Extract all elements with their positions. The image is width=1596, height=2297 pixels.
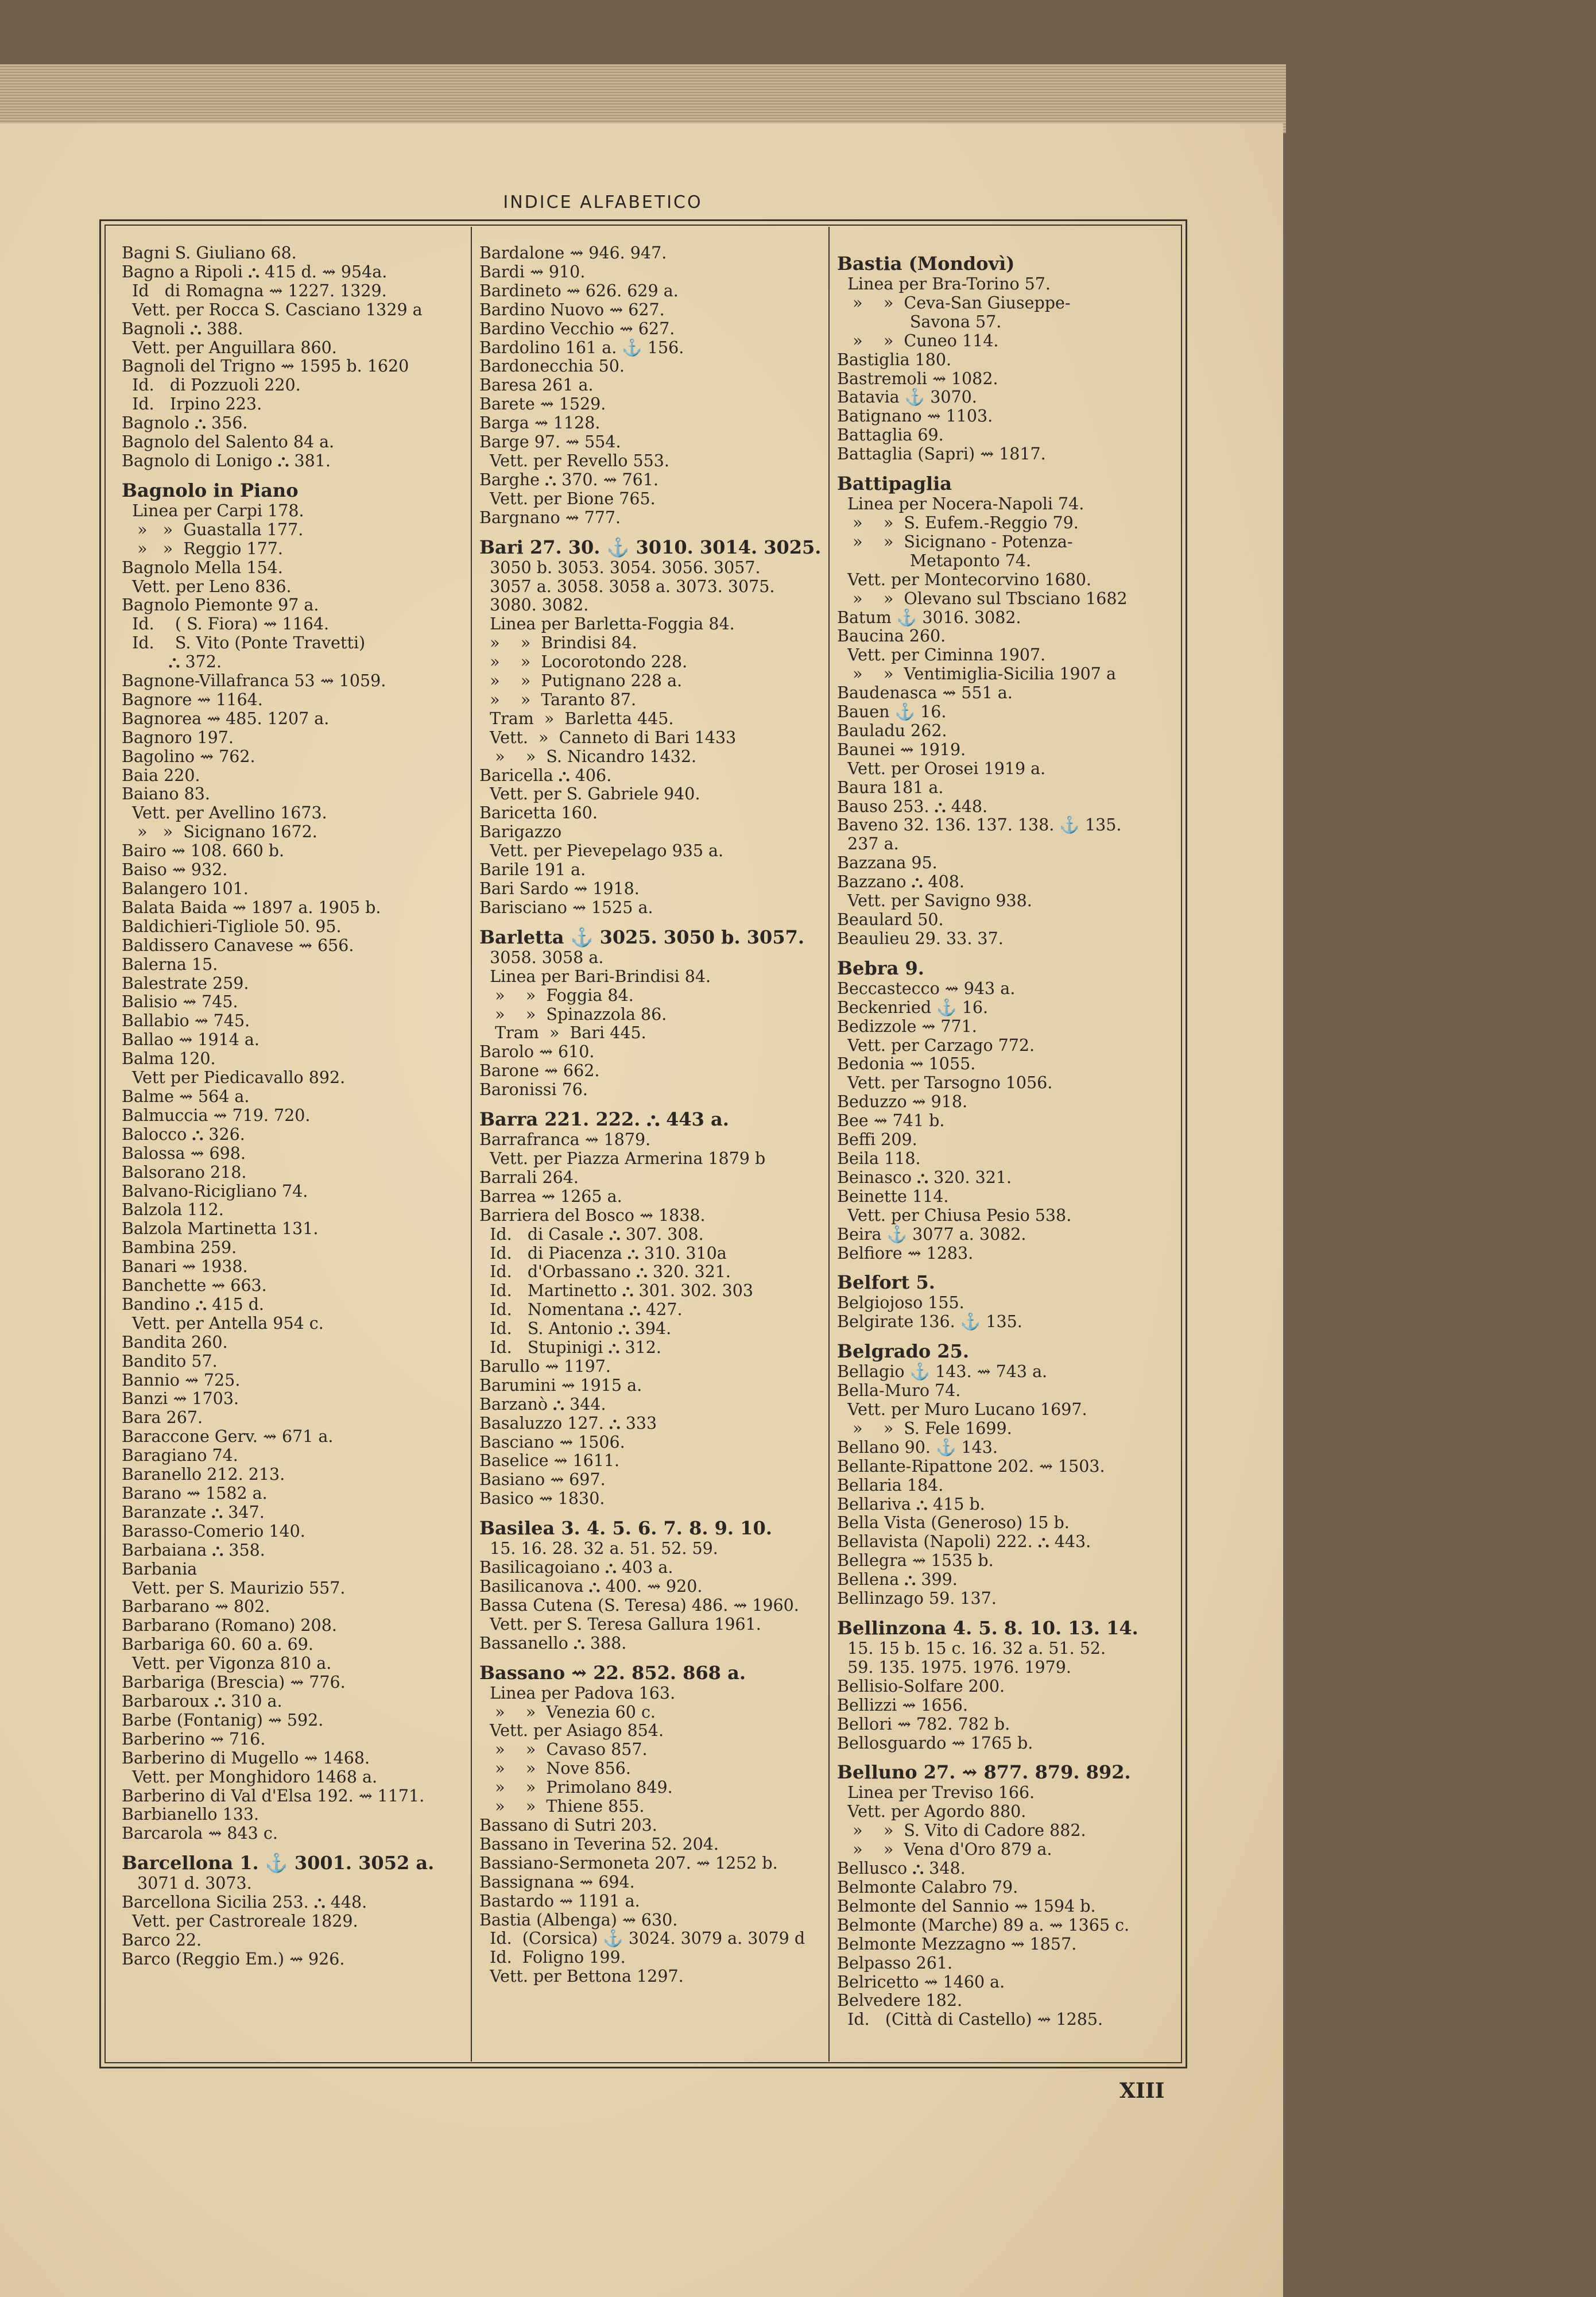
index-entry: Bauso 253. ⛬ 448. xyxy=(837,796,988,816)
index-entry: Bedonia ⇝ 1055. xyxy=(837,1054,976,1074)
index-entry: Bellusco ⛬ 348. xyxy=(837,1859,966,1878)
index-entry: Vett. per Agordo 880. xyxy=(837,1802,1026,1822)
index-entry: » » Foggia 84. xyxy=(479,985,634,1005)
index-entry: Bandita 260. xyxy=(122,1332,228,1352)
page-stack-edges xyxy=(0,64,1286,133)
index-entry: Balerna 15. xyxy=(122,954,218,974)
index-entry: Vett. per Bettona 1297. xyxy=(479,1967,684,1986)
index-entry: » » Brindisi 84. xyxy=(479,633,637,653)
index-column-2 xyxy=(479,244,824,2053)
index-entry: Baunei ⇝ 1919. xyxy=(837,740,966,759)
index-entry: Barbianello 133. xyxy=(122,1805,259,1824)
index-entry: Vett. per Leno 836. xyxy=(122,577,292,596)
index-entry: Barberino di Val d'Elsa 192. ⇝ 1171. xyxy=(122,1786,425,1805)
index-entry: Basilicanova ⛬ 400. ⇝ 920. xyxy=(479,1577,703,1596)
index-entry: Barrali 264. xyxy=(479,1167,579,1187)
index-entry: Linea per Barletta-Foggia 84. xyxy=(479,614,735,634)
index-entry: Vett. per Muro Lucano 1697. xyxy=(837,1400,1087,1420)
index-entry: Id. di Piacenza ⛬ 310. 310a xyxy=(479,1243,727,1263)
index-entry: Bellinzago 59. 137. xyxy=(837,1589,997,1608)
index-entry: Bastremoli ⇝ 1082. xyxy=(837,369,998,388)
index-entry: Bagolino ⇝ 762. xyxy=(122,747,255,766)
index-entry: Id. Stupinigi ⛬ 312. xyxy=(479,1338,661,1358)
index-entry: Vett. » Canneto di Bari 1433 xyxy=(479,728,737,747)
index-entry: Banzi ⇝ 1703. xyxy=(122,1389,239,1409)
index-entry: Barigazzo xyxy=(479,822,562,842)
index-entry: Beira ⚓ 3077 a. 3082. xyxy=(837,1224,1026,1244)
index-entry: Vett. per Castroreale 1829. xyxy=(122,1912,358,1931)
index-entry: Bassanello ⛬ 388. xyxy=(479,1633,627,1653)
index-entry: Barberino di Mugello ⇝ 1468. xyxy=(122,1748,370,1768)
index-entry: Bairo ⇝ 108. 660 b. xyxy=(122,841,285,861)
index-entry: Basciano ⇝ 1506. xyxy=(479,1432,625,1452)
index-entry: » » Olevano sul Tbsciano 1682 xyxy=(837,589,1128,608)
index-entry: Belmonte Mezzagno ⇝ 1857. xyxy=(837,1934,1077,1954)
index-entry: Belmonte (Marche) 89 a. ⇝ 1365 c. xyxy=(837,1915,1130,1935)
index-entry: Baselice ⇝ 1611. xyxy=(479,1451,620,1471)
index-entry: Vett per Piedicavallo 892. xyxy=(122,1068,346,1088)
index-entry: Baiso ⇝ 932. xyxy=(122,860,228,880)
index-heading: Bebra 9. xyxy=(837,957,924,979)
index-entry: Basiano ⇝ 697. xyxy=(479,1470,606,1490)
index-entry: Basilicagoiano ⛬ 403 a. xyxy=(479,1558,673,1577)
index-entry: Balzola 112. xyxy=(122,1200,224,1220)
index-entry: Vett. per Ciminna 1907. xyxy=(837,645,1046,665)
index-entry: Bardalone ⇝ 946. 947. xyxy=(479,243,667,262)
index-entry: Vett. per Vigonza 810 a. xyxy=(122,1654,332,1673)
index-entry: » » S. Fele 1699. xyxy=(837,1418,1012,1438)
index-entry: Bara 267. xyxy=(122,1408,203,1428)
index-entry: Beduzzo ⇝ 918. xyxy=(837,1092,968,1112)
index-entry: Beila 118. xyxy=(837,1148,921,1168)
index-entry: » » Thiene 855. xyxy=(479,1797,645,1816)
index-entry: Bagnolo Piemonte 97 a. xyxy=(122,595,319,615)
index-entry: Bagnolo del Salento 84 a. xyxy=(122,432,335,452)
index-entry: » » Sicignano 1672. xyxy=(122,822,317,842)
index-entry: Bellavista (Napoli) 222. ⛬ 443. xyxy=(837,1532,1091,1552)
index-entry: Bagnolo Mella 154. xyxy=(122,558,283,577)
index-entry: Bellizzi ⇝ 1656. xyxy=(837,1695,968,1715)
index-heading: Bassano ⇝ 22. 852. 868 a. xyxy=(479,1661,746,1684)
column-divider xyxy=(828,227,830,2062)
index-entry: Balsorano 218. xyxy=(122,1162,247,1182)
index-entry: Bandino ⛬ 415 d. xyxy=(122,1294,264,1314)
index-entry: Bastiglia 180. xyxy=(837,350,952,369)
index-entry: Id. di Casale ⛬ 307. 308. xyxy=(479,1224,704,1244)
index-entry: Balestrate 259. xyxy=(122,973,249,993)
index-entry: Bardolino 161 a. ⚓ 156. xyxy=(479,338,684,357)
index-entry: Battaglia 69. xyxy=(837,426,944,445)
index-entry: 3050 b. 3053. 3054. 3056. 3057. xyxy=(479,558,761,577)
index-heading: Bastia (Mondovì) xyxy=(837,253,1015,274)
index-entry: » » S. Vito di Cadore 882. xyxy=(837,1821,1086,1840)
index-entry: Id. d'Orbassano ⛬ 320. 321. xyxy=(479,1262,731,1282)
index-entry: Id. S. Antonio ⛬ 394. xyxy=(479,1319,672,1339)
index-entry: 3080. 3082. xyxy=(479,595,589,615)
index-entry: Barbariga (Brescia) ⇝ 776. xyxy=(122,1673,346,1692)
index-entry: Bardi ⇝ 910. xyxy=(479,262,586,281)
index-entry: Bardineto ⇝ 626. 629 a. xyxy=(479,281,679,300)
index-entry: Linea per Carpi 178. xyxy=(122,501,304,520)
page-number: XIII xyxy=(1119,2079,1165,2103)
index-entry: Bari Sardo ⇝ 1918. xyxy=(479,879,640,898)
index-entry: Balme ⇝ 564 a. xyxy=(122,1086,250,1106)
index-entry: » » Sicignano - Potenza- xyxy=(837,532,1073,551)
index-entry: Beccastecco ⇝ 943 a. xyxy=(837,979,1016,998)
index-entry: Id. (Città di Castello) ⇝ 1285. xyxy=(837,2010,1103,2029)
index-entry: Linea per Nocera-Napoli 74. xyxy=(837,494,1084,514)
index-entry: 237 a. xyxy=(837,834,899,854)
index-entry: Barbania xyxy=(122,1559,197,1579)
index-entry: Baura 181 a. xyxy=(837,778,944,797)
index-entry: Barcarola ⇝ 843 c. xyxy=(122,1824,278,1843)
index-entry: » » Primolano 849. xyxy=(479,1778,673,1797)
index-entry: Balata Baida ⇝ 1897 a. 1905 b. xyxy=(122,898,381,917)
index-entry: Bargnano ⇝ 777. xyxy=(479,508,621,527)
index-entry: Belricetto ⇝ 1460 a. xyxy=(837,1972,1005,1991)
index-entry: Barbarano (Romano) 208. xyxy=(122,1616,337,1635)
index-entry: Baronissi 76. xyxy=(479,1080,588,1100)
index-entry: Bardonecchia 50. xyxy=(479,357,625,376)
index-entry: Balossa ⇝ 698. xyxy=(122,1143,246,1163)
index-entry: Bee ⇝ 741 b. xyxy=(837,1111,945,1131)
index-entry: Barasso-Comerio 140. xyxy=(122,1521,305,1541)
index-entry: Id. S. Vito (Ponte Travetti) xyxy=(122,633,366,653)
index-entry: Barolo ⇝ 610. xyxy=(479,1042,595,1062)
index-entry: » » Venezia 60 c. xyxy=(479,1702,656,1722)
index-entry: Barzanò ⛬ 344. xyxy=(479,1394,606,1414)
index-entry: Barisciano ⇝ 1525 a. xyxy=(479,898,653,917)
index-entry: Vett. per Chiusa Pesio 538. xyxy=(837,1205,1072,1225)
index-entry: Barbe (Fontanig) ⇝ 592. xyxy=(122,1710,324,1730)
index-entry: Id. Nomentana ⛬ 427. xyxy=(479,1300,683,1320)
index-entry: Id. Martinetto ⛬ 301. 302. 303 xyxy=(479,1281,754,1301)
index-entry: Bella Vista (Generoso) 15 b. xyxy=(837,1513,1070,1533)
index-heading: Barra 221. 222. ⛬ 443 a. xyxy=(479,1108,729,1131)
index-entry: Bassano in Teverina 52. 204. xyxy=(479,1834,719,1854)
index-entry: Linea per Padova 163. xyxy=(479,1683,676,1703)
index-entry: Bagnolo di Lonigo ⛬ 381. xyxy=(122,451,331,470)
index-entry: Balvano-Ricigliano 74. xyxy=(122,1181,308,1201)
index-entry: Id. di Pozzuoli 220. xyxy=(122,376,301,395)
index-entry: Bazzano ⛬ 408. xyxy=(837,872,964,892)
index-entry: Batavia ⚓ 3070. xyxy=(837,388,977,407)
index-entry: Barge 97. ⇝ 554. xyxy=(479,432,621,452)
index-entry: Bassignana ⇝ 694. xyxy=(479,1872,635,1892)
index-entry: Bagnoro 197. xyxy=(122,728,234,747)
index-entry: Vett. per Anguillara 860. xyxy=(122,338,337,357)
index-entry: Banari ⇝ 1938. xyxy=(122,1257,248,1277)
index-entry: Banchette ⇝ 663. xyxy=(122,1276,267,1296)
index-entry: Barberino ⇝ 716. xyxy=(122,1729,266,1749)
index-entry: Vett. per Bione 765. xyxy=(479,489,656,508)
index-entry: Bassa Cutena (S. Teresa) 486. ⇝ 1960. xyxy=(479,1595,799,1615)
index-heading: Belluno 27. ⇝ 877. 879. 892. xyxy=(837,1761,1131,1784)
index-entry: Balma 120. xyxy=(122,1049,216,1069)
index-entry: Baia 220. xyxy=(122,765,200,785)
index-entry: Vett. per Asiago 854. xyxy=(479,1721,664,1741)
index-entry: Bassiano-Sermoneta 207. ⇝ 1252 b. xyxy=(479,1853,778,1873)
index-entry: Bellena ⛬ 399. xyxy=(837,1570,958,1590)
index-entry: Bannio ⇝ 725. xyxy=(122,1370,241,1390)
index-heading: Barcellona 1. ⚓ 3001. 3052 a. xyxy=(122,1852,435,1874)
index-entry: Linea per Bra-Torino 57. xyxy=(837,274,1051,293)
index-entry: Id. Irpino 223. xyxy=(122,395,262,414)
index-entry: Baragiano 74. xyxy=(122,1446,238,1465)
index-heading: Bari 27. 30. ⚓ 3010. 3014. 3025. xyxy=(479,536,822,558)
index-entry: Bellano 90. ⚓ 143. xyxy=(837,1437,998,1457)
index-entry: Baraccone Gerv. ⇝ 671 a. xyxy=(122,1427,334,1447)
index-entry: Belmonte Calabro 79. xyxy=(837,1877,1018,1897)
index-entry: Bagno a Ripoli ⛬ 415 d. ⇝ 954a. xyxy=(122,262,388,281)
index-heading: Bagnolo in Piano xyxy=(122,479,299,501)
index-entry: Beinette 114. xyxy=(837,1186,949,1206)
index-entry: Beaulieu 29. 33. 37. xyxy=(837,929,1004,948)
index-entry: Bazzana 95. xyxy=(837,853,938,873)
index-entry: » » Cuneo 114. xyxy=(837,331,999,350)
index-entry: » » Ventimiglia-Sicilia 1907 a xyxy=(837,664,1116,684)
index-entry: Bellagio ⚓ 143. ⇝ 743 a. xyxy=(837,1362,1048,1382)
index-entry: Bedizzole ⇝ 771. xyxy=(837,1016,977,1036)
index-entry: Barga ⇝ 1128. xyxy=(479,413,601,433)
index-entry: Belvedere 182. xyxy=(837,1991,963,2010)
index-entry: Savona 57. xyxy=(837,312,1002,331)
index-entry: » » Taranto 87. xyxy=(479,690,637,709)
index-heading: Belgrado 25. xyxy=(837,1340,970,1363)
index-entry: Batum ⚓ 3016. 3082. xyxy=(837,608,1021,627)
index-entry: Vett. per Monghidoro 1468 a. xyxy=(122,1767,378,1786)
index-entry: Barco (Reggio Em.) ⇝ 926. xyxy=(122,1949,345,1969)
index-entry: Baranello 212. 213. xyxy=(122,1465,285,1484)
index-entry: Barete ⇝ 1529. xyxy=(479,395,606,414)
index-column-1 xyxy=(122,244,466,2053)
index-entry: Id. Foligno 199. xyxy=(479,1948,626,1967)
index-entry: Barone ⇝ 662. xyxy=(479,1061,600,1081)
index-entry: Tram » Barletta 445. xyxy=(479,709,674,728)
index-entry: Id di Romagna ⇝ 1227. 1329. xyxy=(122,281,387,300)
index-entry: Baricella ⛬ 406. xyxy=(479,765,612,785)
index-entry: ⛬ 372. xyxy=(122,652,222,672)
index-entry: Battaglia (Sapri) ⇝ 1817. xyxy=(837,444,1046,464)
index-heading: Basilea 3. 4. 5. 6. 7. 8. 9. 10. xyxy=(479,1517,772,1540)
index-entry: » » S. Eufem.-Reggio 79. xyxy=(837,513,1079,532)
index-entry: Bastardo ⇝ 1191 a. xyxy=(479,1891,640,1911)
index-entry: Bandito 57. xyxy=(122,1351,218,1371)
index-entry: Bellisio-Solfare 200. xyxy=(837,1676,1005,1696)
index-entry: Belgirate 136. ⚓ 135. xyxy=(837,1312,1022,1332)
index-entry: 3057 a. 3058. 3058 a. 3073. 3075. xyxy=(479,577,775,596)
index-entry: 3071 d. 3073. xyxy=(122,1874,252,1893)
index-entry: Bauen ⚓ 16. xyxy=(837,702,947,722)
index-entry: » » Nove 856. xyxy=(479,1759,631,1778)
index-entry: Barbaiana ⛬ 358. xyxy=(122,1540,265,1560)
index-entry: Belfiore ⇝ 1283. xyxy=(837,1243,974,1263)
index-entry: Bambina 259. xyxy=(122,1238,237,1258)
index-entry: Barbaroux ⛬ 310 a. xyxy=(122,1691,282,1711)
index-entry: Bardino Vecchio ⇝ 627. xyxy=(479,319,675,338)
index-entry: Balisio ⇝ 745. xyxy=(122,992,238,1012)
index-entry: Vett. per S. Gabriele 940. xyxy=(479,784,700,804)
index-entry: Bassano di Sutri 203. xyxy=(479,1815,657,1835)
index-entry: Bellaria 184. xyxy=(837,1475,944,1495)
index-entry: Baudenasca ⇝ 551 a. xyxy=(837,683,1013,703)
index-entry: » » Cavaso 857. xyxy=(479,1740,648,1760)
index-entry: 59. 135. 1975. 1976. 1979. xyxy=(837,1657,1071,1677)
index-heading: Battipaglia xyxy=(837,473,952,495)
index-entry: Barcellona Sicilia 253. ⛬ 448. xyxy=(122,1893,367,1912)
index-entry: » » Vena d'Oro 879 a. xyxy=(837,1840,1052,1859)
index-entry: Belgiojoso 155. xyxy=(837,1293,964,1313)
index-entry: Bellosguardo ⇝ 1765 b. xyxy=(837,1733,1033,1753)
index-entry: Basaluzzo 127. ⛬ 333 xyxy=(479,1413,657,1433)
index-entry: Barano ⇝ 1582 a. xyxy=(122,1484,268,1503)
index-entry: Vett. per S. Teresa Gallura 1961. xyxy=(479,1614,761,1634)
index-entry: Batignano ⇝ 1103. xyxy=(837,407,993,426)
index-entry: Vett. per Piazza Armerina 1879 b xyxy=(479,1148,766,1168)
index-entry: Barco 22. xyxy=(122,1930,202,1950)
index-entry: Baranzate ⛬ 347. xyxy=(122,1502,265,1522)
index-entry: Linea per Treviso 166. xyxy=(837,1783,1035,1803)
index-entry: Belmonte del Sannio ⇝ 1594 b. xyxy=(837,1896,1096,1916)
index-entry: Barriera del Bosco ⇝ 1838. xyxy=(479,1205,706,1225)
index-entry: Bellante-Ripattone 202. ⇝ 1503. xyxy=(837,1456,1105,1476)
index-entry: Vett. per Pievepelago 935 a. xyxy=(479,841,724,861)
index-entry: » » Reggio 177. xyxy=(122,539,283,558)
index-entry: Bellariva ⛬ 415 b. xyxy=(837,1494,985,1514)
index-entry: Barumini ⇝ 1915 a. xyxy=(479,1375,642,1395)
page-header: INDICE ALFABETICO xyxy=(503,192,703,212)
index-entry: Bagnoli del Trigno ⇝ 1595 b. 1620 xyxy=(122,357,409,376)
index-entry: Beinasco ⛬ 320. 321. xyxy=(837,1167,1012,1187)
index-entry: Bellegra ⇝ 1535 b. xyxy=(837,1551,994,1571)
index-entry: Baveno 32. 136. 137. 138. ⚓ 135. xyxy=(837,815,1122,835)
index-entry: 15. 15 b. 15 c. 16. 32 a. 51. 52. xyxy=(837,1639,1106,1658)
index-entry: Baresa 261 a. xyxy=(479,376,594,395)
index-entry: Baldichieri-Tigliole 50. 95. xyxy=(122,917,342,936)
column-divider xyxy=(471,227,472,2062)
index-entry: Vett. per Revello 553. xyxy=(479,451,669,470)
index-entry: Ballao ⇝ 1914 a. xyxy=(122,1030,259,1050)
index-entry: Id. (Corsica) ⚓ 3024. 3079 a. 3079 d xyxy=(479,1929,805,1948)
index-entry: Basico ⇝ 1830. xyxy=(479,1489,605,1509)
index-entry: Barullo ⇝ 1197. xyxy=(479,1356,611,1376)
index-column-3 xyxy=(837,244,1187,2053)
index-entry: Id. ( S. Fiora) ⇝ 1164. xyxy=(122,614,330,634)
index-entry: Vett. per Savigno 938. xyxy=(837,891,1032,911)
index-entry: Bellori ⇝ 782. 782 b. xyxy=(837,1714,1010,1734)
index-entry: 3058. 3058 a. xyxy=(479,948,604,967)
index-entry: Bagnorea ⇝ 485. 1207 a. xyxy=(122,709,330,728)
index-entry: Balangero 101. xyxy=(122,879,249,898)
index-entry: Balmuccia ⇝ 719. 720. xyxy=(122,1105,311,1125)
index-entry: Barbarano ⇝ 802. xyxy=(122,1597,270,1617)
index-entry: Baricetta 160. xyxy=(479,803,598,823)
index-entry: Barghe ⛬ 370. ⇝ 761. xyxy=(479,470,659,489)
index-entry: » » S. Nicandro 1432. xyxy=(479,747,697,766)
index-entry: Beaulard 50. xyxy=(837,910,944,929)
index-entry: Bagnore ⇝ 1164. xyxy=(122,690,263,709)
index-entry: Vett. per Antella 954 c. xyxy=(122,1313,324,1333)
index-entry: Bardino Nuovo ⇝ 627. xyxy=(479,300,665,319)
index-entry: Vett. per Carzago 772. xyxy=(837,1035,1035,1055)
index-entry: Metaponto 74. xyxy=(837,551,1032,570)
index-entry: Bagnoli ⛬ 388. xyxy=(122,319,243,338)
index-entry: Beckenried ⚓ 16. xyxy=(837,997,989,1017)
index-entry: Bagni S. Giuliano 68. xyxy=(122,243,297,262)
index-entry: Barrafranca ⇝ 1879. xyxy=(479,1130,651,1150)
index-entry: » » Ceva-San Giuseppe- xyxy=(837,293,1071,312)
index-entry: Barrea ⇝ 1265 a. xyxy=(479,1186,622,1206)
index-entry: Barile 191 a. xyxy=(479,860,586,880)
index-entry: Bella-Muro 74. xyxy=(837,1381,961,1401)
index-entry: Vett. per Orosei 1919 a. xyxy=(837,759,1046,778)
index-entry: Baucina 260. xyxy=(837,627,946,646)
index-entry: Vett. per Rocca S. Casciano 1329 a xyxy=(122,300,423,319)
index-entry: Baldissero Canavese ⇝ 656. xyxy=(122,935,354,955)
index-entry: Ballabio ⇝ 745. xyxy=(122,1011,250,1031)
index-entry: Balocco ⛬ 326. xyxy=(122,1124,245,1144)
index-heading: Barletta ⚓ 3025. 3050 b. 3057. xyxy=(479,926,804,948)
index-entry: Vett. per Montecorvino 1680. xyxy=(837,570,1091,589)
index-entry: Tram » Bari 445. xyxy=(479,1023,646,1043)
index-entry: Bastia (Albenga) ⇝ 630. xyxy=(479,1910,678,1929)
index-entry: » » Guastalla 177. xyxy=(122,520,304,539)
index-entry: » » Putignano 228 a. xyxy=(479,671,683,691)
index-entry: Bagnone-Villafranca 53 ⇝ 1059. xyxy=(122,671,386,691)
index-entry: Balzola Martinetta 131. xyxy=(122,1219,319,1239)
index-heading: Bellinzona 4. 5. 8. 10. 13. 14. xyxy=(837,1617,1138,1639)
index-entry: » » Spinazzola 86. xyxy=(479,1004,667,1024)
index-entry: Vett. per S. Maurizio 557. xyxy=(122,1578,346,1598)
index-heading: Belfort 5. xyxy=(837,1271,935,1294)
index-entry: Bauladu 262. xyxy=(837,721,947,740)
index-entry: Baiano 83. xyxy=(122,784,210,804)
index-entry: Barbariga 60. 60 a. 69. xyxy=(122,1635,313,1654)
index-entry: » » Locorotondo 228. xyxy=(479,652,688,672)
index-entry: Bagnolo ⛬ 356. xyxy=(122,413,248,433)
index-entry: Vett. per Tarsogno 1056. xyxy=(837,1073,1053,1093)
index-entry: Vett. per Avellino 1673. xyxy=(122,803,327,823)
index-entry: Linea per Bari-Brindisi 84. xyxy=(479,966,711,986)
index-entry: Belpasso 261. xyxy=(837,1953,953,1973)
index-entry: Beffi 209. xyxy=(837,1130,917,1150)
index-entry: 15. 16. 28. 32 a. 51. 52. 59. xyxy=(479,1539,718,1559)
